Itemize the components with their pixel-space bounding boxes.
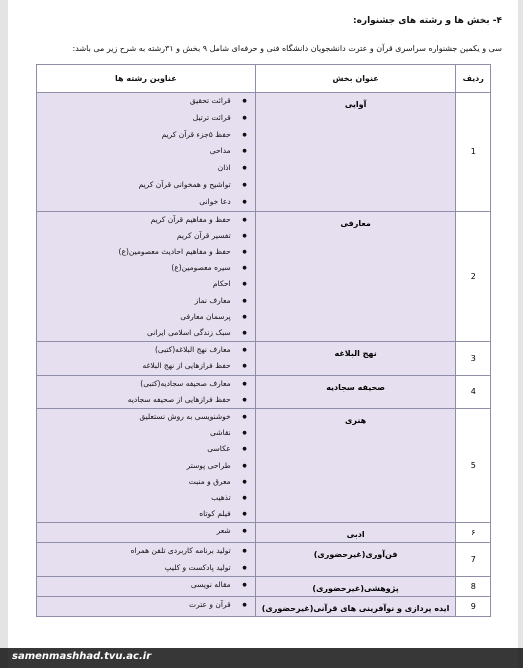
- field-list: [37, 342, 249, 374]
- section-title-cell: ادبی: [255, 523, 456, 543]
- field-list: [37, 212, 249, 342]
- table-header-row: [37, 65, 491, 93]
- section-title-cell: ایده پردازی و نوآفرینی های قرآنی(غیرحضوری): [255, 596, 456, 616]
- field-list: [37, 409, 249, 522]
- field-list: [37, 597, 249, 613]
- field-list-item: ● حفظ و مفاهیم قرآن کریم: [37, 212, 249, 228]
- fields-cell: [37, 596, 256, 616]
- table-row: [37, 93, 491, 212]
- row-number-cell: 4: [456, 375, 491, 408]
- fields-cell: [37, 342, 256, 375]
- document-page: [8, 0, 518, 668]
- field-list-item: ● نقاشی: [37, 425, 249, 441]
- field-list-item: ● پرسمان معارفی: [37, 309, 249, 325]
- section-title-cell: صحیفه سجادیه: [255, 375, 456, 408]
- watermark-text: samenmashhad.tvu.ac.ir: [12, 651, 152, 662]
- row-number-cell: ۶: [456, 523, 491, 543]
- field-list-item: ● تذهیب: [37, 490, 249, 506]
- fields-cell: [37, 523, 256, 543]
- field-list-item: ● اذان: [37, 160, 249, 177]
- field-list-item: ● حفظ فرازهایی از صحیفه سجادیه: [37, 392, 249, 408]
- festival-sections-table: [36, 64, 491, 617]
- table-row: [37, 375, 491, 408]
- field-list-item: ● شعر: [37, 523, 249, 539]
- row-number-cell: 5: [456, 409, 491, 523]
- field-list-item: ● دعا خوانی: [37, 194, 249, 211]
- field-list-item: ● حفظ و مفاهیم احادیث معصومین(ع): [37, 244, 249, 260]
- field-list-item: ● تواشیح و همخوانی قرآن کریم: [37, 177, 249, 194]
- section-title-cell: نهج البلاغه: [255, 342, 456, 375]
- intro-paragraph: سی و یکمین جشنواره سراسری قرآن و عترت دانشجویان دانشگاه فنی و حرفه‌ای شامل ۹ بخش و ۳۱رشته به شرح زیر می باشد:: [72, 44, 502, 53]
- field-list-item: ● حفظ فرازهایی از نهج البلاغه: [37, 358, 249, 374]
- field-list: [37, 577, 249, 593]
- field-list-item: ● مقاله نویسی: [37, 577, 249, 593]
- field-list-item: ● تفسیر قرآن کریم: [37, 228, 249, 244]
- fields-cell: [37, 409, 256, 523]
- field-list-item: ● معارف صحیفه سجادیه(کتبی): [37, 376, 249, 392]
- row-number-cell: 7: [456, 543, 491, 576]
- fields-cell: [37, 576, 256, 596]
- table-row: [37, 409, 491, 523]
- field-list-item: ● طراحی پوستر: [37, 458, 249, 474]
- header-field-titles: عناوین رشته ها: [37, 65, 256, 93]
- field-list-item: ● حفظ ۵جزء قرآن کریم: [37, 127, 249, 144]
- table-row: [37, 523, 491, 543]
- row-number-cell: 2: [456, 211, 491, 342]
- field-list-item: ● تولید برنامه کاربردی تلفن همراه: [37, 543, 249, 559]
- row-number-cell: 1: [456, 93, 491, 212]
- section-heading: ۴- بخش ها و رشته های جشنواره:: [352, 16, 502, 26]
- field-list-item: ● سبک زندگی اسلامی ایرانی: [37, 325, 249, 341]
- fields-cell: [37, 543, 256, 576]
- fields-cell: [37, 211, 256, 342]
- field-list-item: ● قرائت ترتیل: [37, 110, 249, 127]
- fields-cell: [37, 375, 256, 408]
- field-list-item: ● معرق و منبت: [37, 474, 249, 490]
- table-body: [37, 93, 491, 617]
- field-list-item: ● خوشنویسی به روش نستعلیق: [37, 409, 249, 425]
- field-list-item: ● قرائت تحقیق: [37, 93, 249, 110]
- field-list-item: ● معارف نهج البلاغه(کتبی): [37, 342, 249, 358]
- field-list: [37, 543, 249, 575]
- field-list-item: ● معارف نماز: [37, 293, 249, 309]
- table-row: [37, 596, 491, 616]
- table-row: [37, 211, 491, 342]
- header-section-title: عنوان بخش: [255, 65, 456, 93]
- field-list: [37, 93, 249, 211]
- field-list: [37, 523, 249, 539]
- section-title-cell: فن‌آوری(غیرحضوری): [255, 543, 456, 576]
- header-row-number: ردیف: [456, 65, 491, 93]
- field-list: [37, 376, 249, 408]
- table-row: [37, 543, 491, 576]
- section-title-cell: هنری: [255, 409, 456, 523]
- section-title-cell: معارفی: [255, 211, 456, 342]
- row-number-cell: 9: [456, 596, 491, 616]
- row-number-cell: 8: [456, 576, 491, 596]
- watermark-bar: [0, 648, 523, 668]
- field-list-item: ● قرآن و عترت: [37, 597, 249, 613]
- row-number-cell: 3: [456, 342, 491, 375]
- field-list-item: ● مداحی: [37, 143, 249, 160]
- fields-cell: [37, 93, 256, 212]
- section-title-cell: پژوهشی(غیرحضوری): [255, 576, 456, 596]
- field-list-item: ● عکاسی: [37, 441, 249, 457]
- field-list-item: ● تولید پادکست و کلیپ: [37, 560, 249, 576]
- section-title-cell: آوایی: [255, 93, 456, 212]
- table-row: [37, 576, 491, 596]
- field-list-item: ● فیلم کوتاه: [37, 506, 249, 522]
- field-list-item: ● سیره معصومین(ع): [37, 260, 249, 276]
- table-row: [37, 342, 491, 375]
- field-list-item: ● احکام: [37, 276, 249, 292]
